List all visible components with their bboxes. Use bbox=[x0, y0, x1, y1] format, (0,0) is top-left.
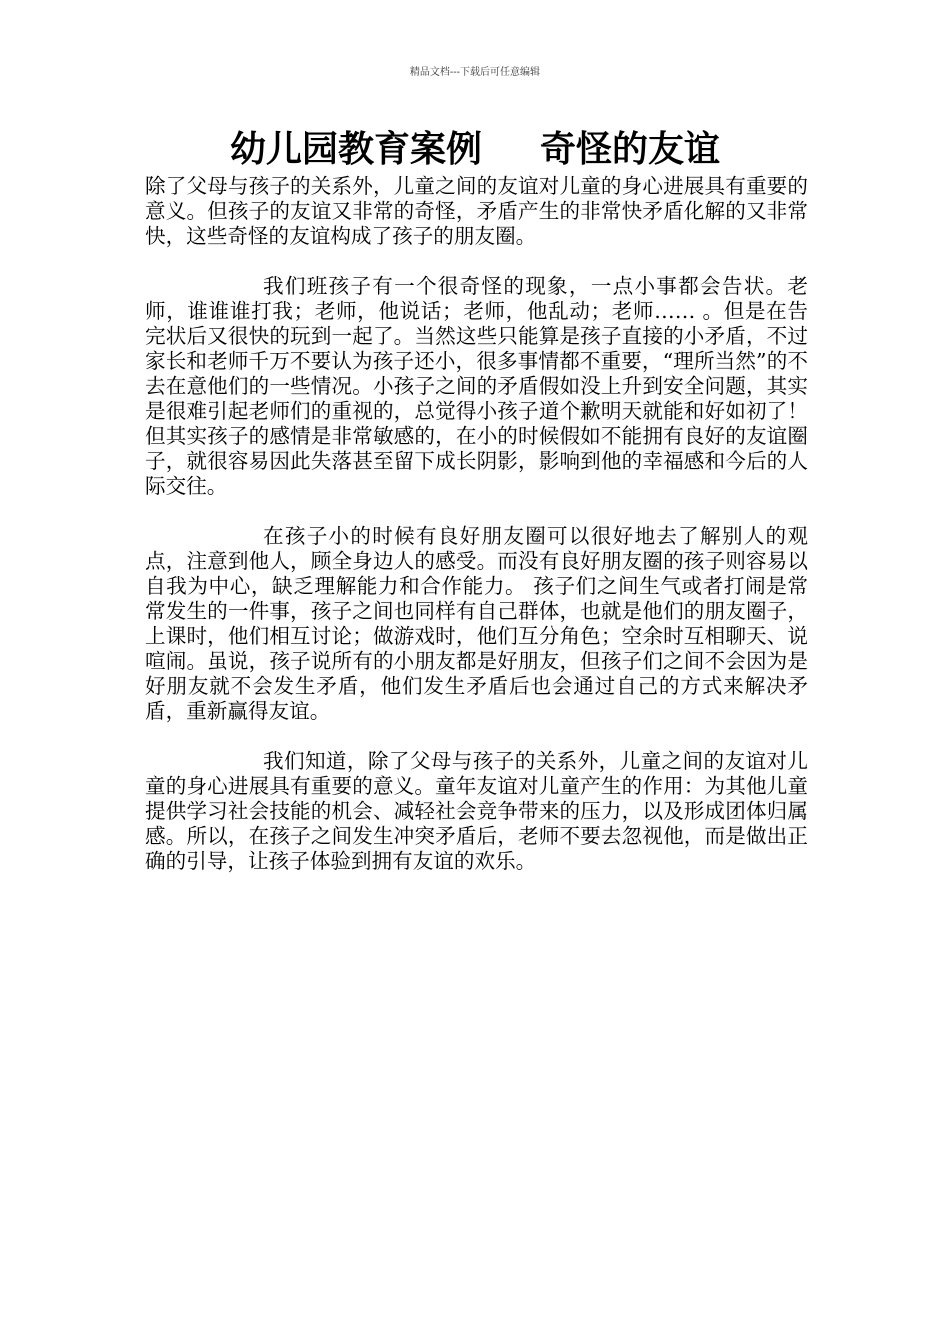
document-body bbox=[145, 174, 808, 899]
paragraph-2: 我们班孩子有一个很奇怪的现象，一点小事都会告状。老师，谁谁谁打我；老师，他说话；老师，他乱动；老师…… 。但是在告完状后又很快的玩到一起了。当然这些只能算是孩子直接的小矛盾，不过家长和老师千万不要认为孩子还小，很多事情都不重要，“理所当然”的不去在意他们的一些情况。小孩子之间的矛盾假如没上升到安全问题，其实是很难引起老师们的重视的，总觉得小孩子道个歉明天就能和好如初了！但其实孩子的感情是非常敏感的，在小的时候假如不能拥有良好的友谊圈子，就很容易因此失落甚至留下成长阴影，影响到他的幸福感和今后的人际交往。 bbox=[145, 274, 808, 498]
paragraph-4: 我们知道，除了父母与孩子的关系外，儿童之间的友谊对儿童的身心进展具有重要的意义。童年友谊对儿童产生的作用：为其他儿童提供学习社会技能的机会、减轻社会竞争带来的压力，以及形成团体归属感。所以，在孩子之间发生冲突矛盾后，老师不要去忽视他，而是做出正确的引导，让孩子体验到拥有友谊的欢乐。 bbox=[145, 749, 808, 873]
title-part-2: 奇怪的友谊 bbox=[540, 129, 721, 170]
paragraph-3: 在孩子小的时候有良好朋友圈可以很好地去了解别人的观点，注意到他人，顾全身边人的感受。而没有良好朋友圈的孩子则容易以自我为中心，缺乏理解能力和合作能力。 孩子们之间生气或者打闹是常常发生的一件事，孩子之间也同样有自己群体，也就是他们的朋友圈子，上课时，他们相互讨论；做游戏时，他们互分角色；空余时互相聊天、说喧闹。虽说，孩子说所有的小朋友都是好朋友，但孩子们之间不会因为是好朋友就不会发生矛盾，他们发生矛盾后也会通过自己的方式来解决矛盾，重新赢得友谊。 bbox=[145, 524, 808, 723]
page-title bbox=[0, 128, 950, 172]
title-part-1: 幼儿园教育案例 bbox=[229, 129, 482, 170]
header-note: 精品文档---下载后可任意编辑 bbox=[409, 67, 541, 78]
paragraph-1: 除了父母与孩子的关系外，儿童之间的友谊对儿童的身心进展具有重要的意义。但孩子的友谊又非常的奇怪，矛盾产生的非常快矛盾化解的又非常快，这些奇怪的友谊构成了孩子的朋友圈。 bbox=[145, 174, 808, 248]
